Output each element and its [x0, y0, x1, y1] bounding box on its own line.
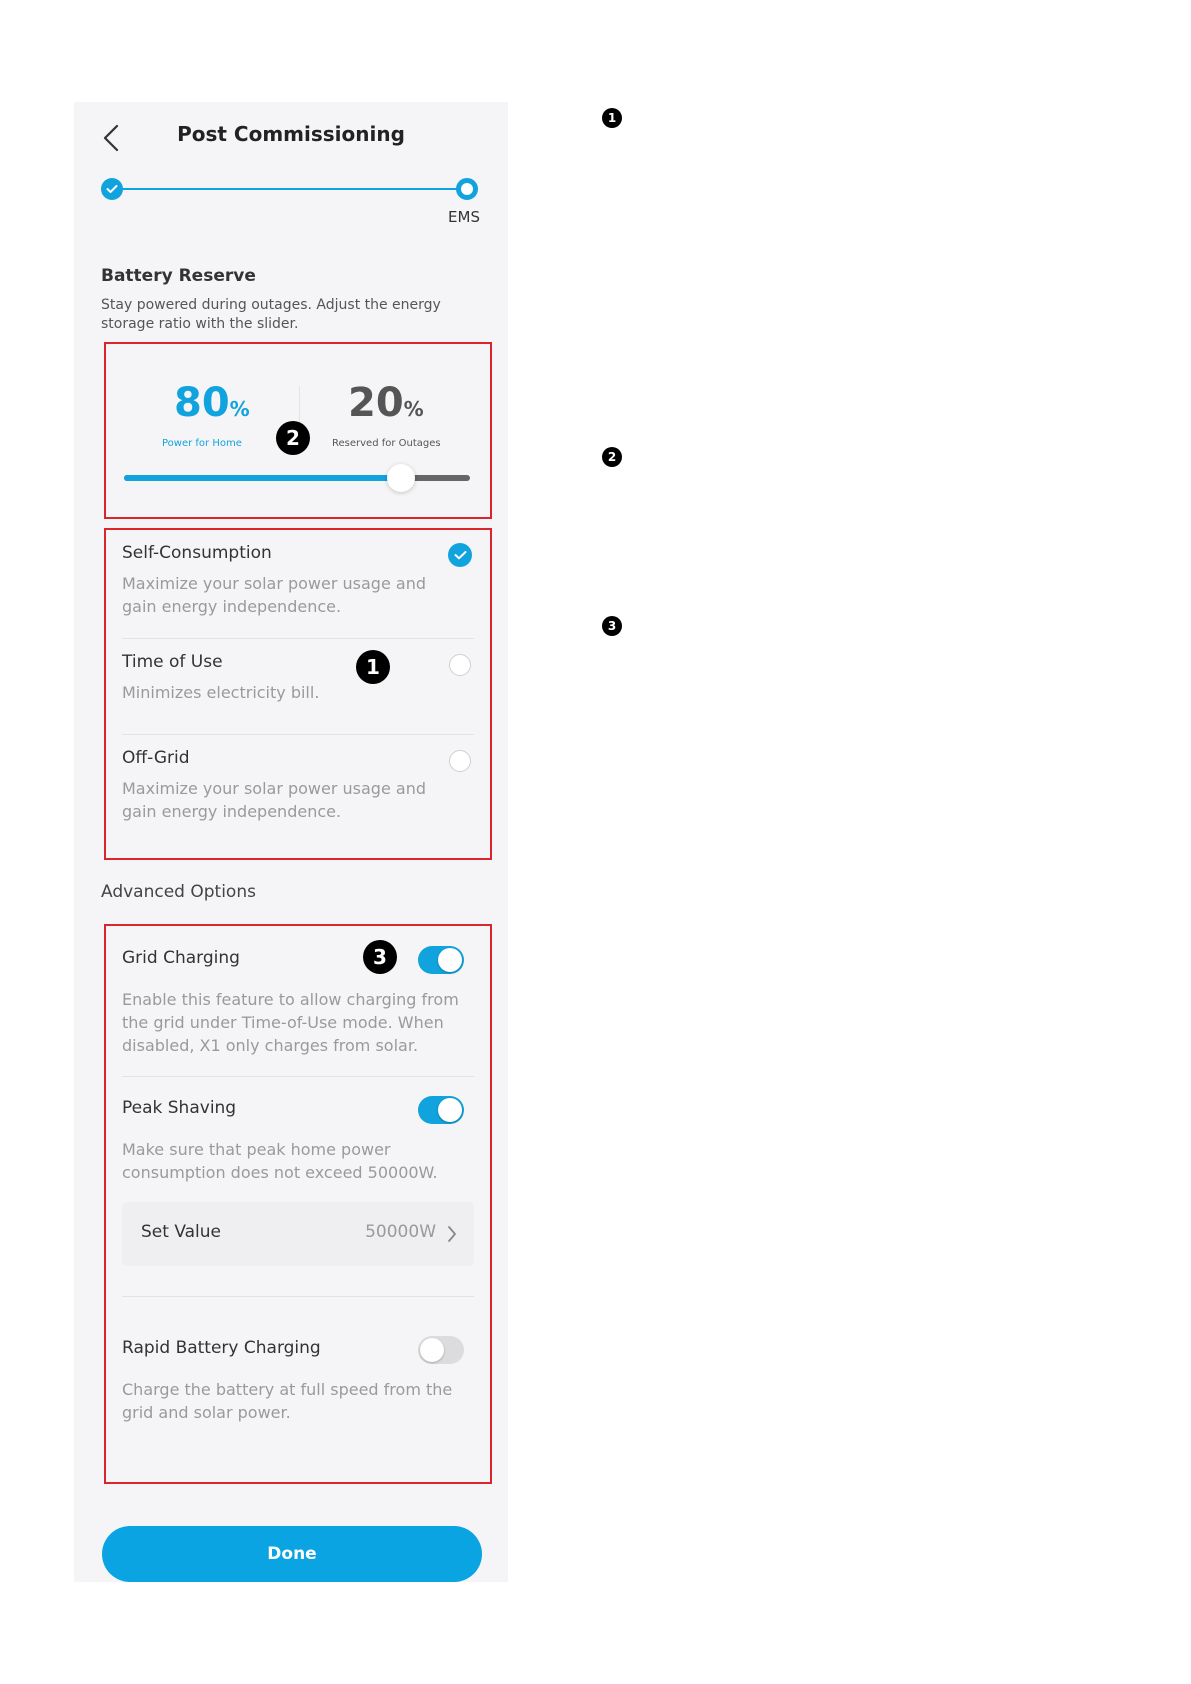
home-percent-unit: % [229, 397, 250, 421]
home-power-value [174, 380, 294, 426]
step-current-indicator [456, 178, 478, 200]
mode-option-time-of-use[interactable] [106, 639, 490, 735]
battery-reserve-description: Stay powered during outages. Adjust the energy storage ratio with the slider. [101, 297, 441, 332]
option-divider [122, 1296, 474, 1297]
done-button[interactable]: Done [102, 1526, 482, 1582]
battery-reserve-slider[interactable] [124, 475, 470, 481]
callout-badge-3: 3 [363, 940, 397, 974]
set-value-row[interactable] [122, 1202, 474, 1266]
outage-reserve-value [348, 380, 468, 426]
battery-reserve-title: Battery Reserve [101, 266, 256, 286]
chevron-right-icon [447, 1225, 457, 1243]
home-percent-number: 80 [174, 380, 230, 426]
mode-description: Maximize your solar power usage and gain energy independence. [122, 779, 426, 821]
toggle-knob [438, 948, 462, 972]
rapid-charging-toggle[interactable] [418, 1336, 464, 1364]
mode-radio[interactable] [449, 654, 471, 676]
rapid-charging-title: Rapid Battery Charging [122, 1338, 321, 1358]
home-power-label: Power for Home [162, 438, 242, 449]
mode-description: Maximize your solar power usage and gain energy independence. [122, 574, 426, 616]
page-title: Post Commissioning [177, 122, 405, 146]
mode-option-self-consumption[interactable] [106, 530, 490, 638]
set-value-amount: 50000W [365, 1222, 436, 1242]
callout-badge-2: 2 [276, 421, 310, 455]
mode-title: Off-Grid [122, 748, 190, 768]
mode-title: Self-Consumption [122, 543, 272, 563]
set-value-label: Set Value [141, 1222, 222, 1242]
peak-shaving-description: Make sure that peak home power consumption does not exceed 50000W. [122, 1140, 438, 1182]
advanced-options-highlight [104, 924, 492, 1484]
app-screen [74, 102, 508, 1582]
toggle-knob [438, 1098, 462, 1122]
legend-badge-1: 1 [602, 108, 622, 128]
advanced-options-title: Advanced Options [101, 882, 256, 902]
peak-shaving-toggle[interactable] [418, 1096, 464, 1124]
check-icon [106, 184, 118, 194]
legend-badge-2: 2 [602, 447, 622, 467]
grid-charging-toggle[interactable] [418, 946, 464, 974]
outage-percent-number: 20 [348, 380, 404, 426]
peak-shaving-title: Peak Shaving [122, 1098, 237, 1118]
check-icon [454, 550, 467, 560]
outage-reserve-label: Reserved for Outages [332, 438, 441, 449]
mode-description: Minimizes electricity bill. [122, 683, 320, 702]
rapid-charging-description: Charge the battery at full speed from the grid and solar power. [122, 1380, 453, 1422]
mode-radio[interactable] [449, 750, 471, 772]
grid-charging-description: Enable this feature to allow charging from the grid under Time-of-Use mode. When disabled, X1 only charges from solar. [122, 990, 459, 1055]
slider-thumb[interactable] [387, 464, 415, 492]
option-divider [122, 1076, 474, 1077]
mode-options-highlight [104, 528, 492, 860]
mode-title: Time of Use [122, 652, 223, 672]
step-complete-indicator [101, 178, 123, 200]
grid-charging-title: Grid Charging [122, 948, 240, 968]
toggle-knob [420, 1338, 444, 1362]
progress-line [112, 188, 468, 190]
outage-percent-unit: % [403, 397, 424, 421]
mode-option-off-grid[interactable] [106, 735, 490, 855]
legend-badge-3: 3 [602, 616, 622, 636]
mode-radio-selected[interactable] [448, 543, 472, 567]
step-label-ems: EMS [448, 208, 480, 226]
callout-badge-1: 1 [356, 650, 390, 684]
slider-fill [124, 475, 401, 481]
panel-divider [299, 386, 300, 426]
